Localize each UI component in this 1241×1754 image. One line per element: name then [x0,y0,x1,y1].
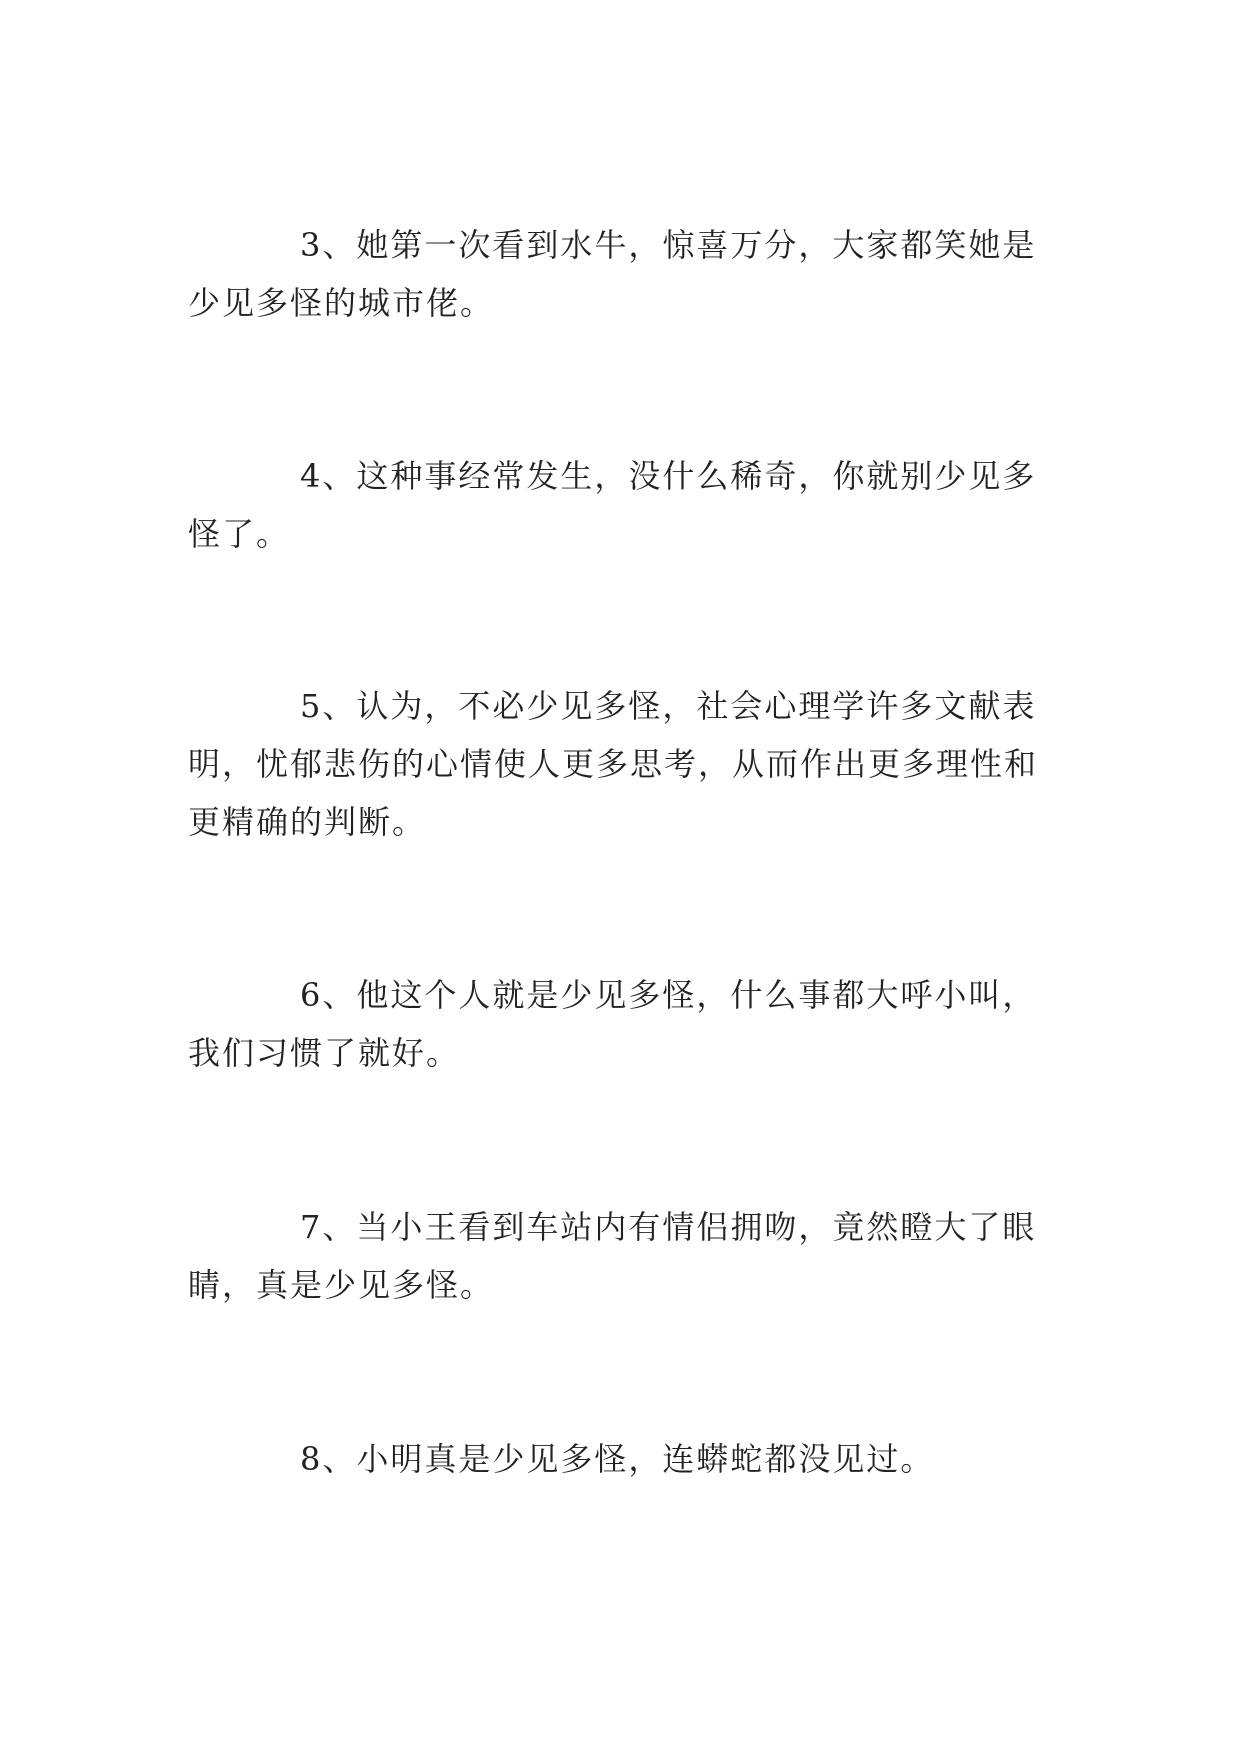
example-sentence-8: 8、小明真是少见多怪，连蟒蛇都没见过。 [300,1440,935,1478]
example-sentence-3: 3、她第一次看到水牛，惊喜万分，大家都笑她是少见多怪的城市佬。 [188,226,1037,322]
example-sentence-7: 7、当小王看到车站内有情侣拥吻，竟然瞪大了眼睛，真是少见多怪。 [188,1208,1037,1304]
example-sentence-6: 6、他这个人就是少见多怪，什么事都大呼小叫，我们习惯了就好。 [188,976,1037,1072]
example-sentence-4: 4、这种事经常发生，没什么稀奇，你就别少见多怪了。 [188,457,1037,553]
example-sentence-5: 5、认为，不必少见多怪，社会心理学许多文献表明，忧郁悲伤的心情使人更多思考，从而作出更多理性和更精确的判断。 [188,687,1039,841]
